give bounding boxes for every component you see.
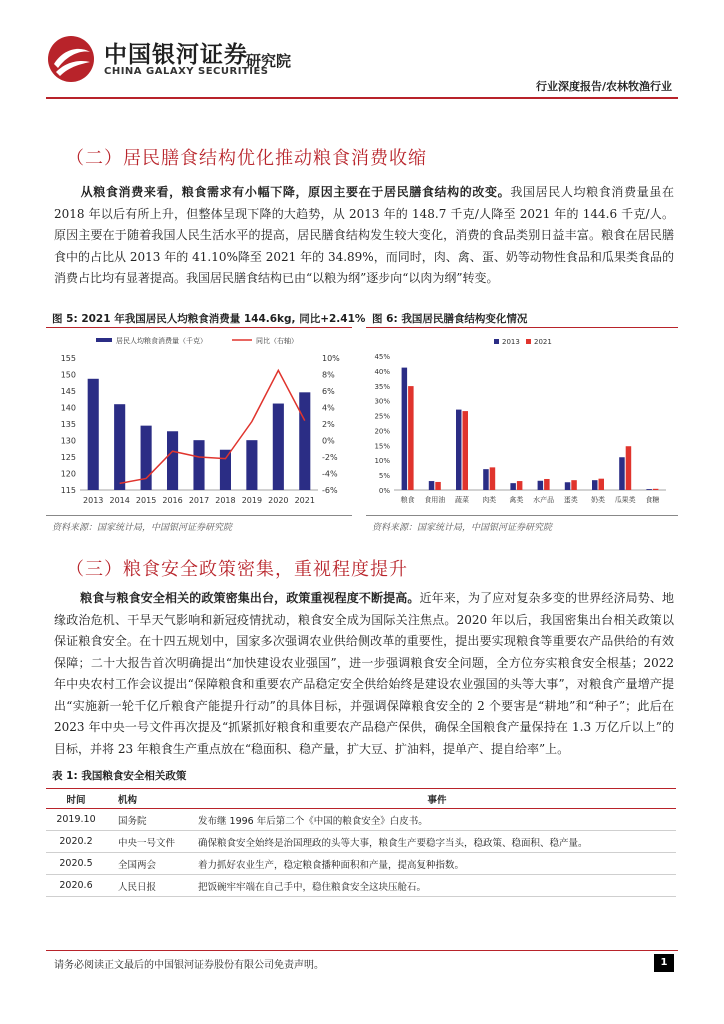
brand-name-en: CHINA GALAXY SECURITIES	[104, 66, 269, 77]
y-right-tick-label: 4%	[322, 403, 335, 413]
legend-swatch	[526, 339, 531, 344]
x-tick-label: 2014	[109, 496, 130, 505]
x-tick-label: 蛋类	[563, 496, 578, 504]
x-tick-label: 2015	[135, 496, 157, 505]
table-header-cell: 事件	[186, 789, 676, 809]
legend-swatch	[96, 338, 112, 342]
bar-2013	[646, 489, 652, 490]
header-divider	[46, 97, 678, 99]
y-right-tick-label: 0%	[322, 436, 335, 446]
figure-5-title: 图 5: 2021 年我国居民人均粮食消费量 144.6kg, 同比+2.41%	[52, 313, 366, 325]
galaxy-logo-icon	[46, 34, 96, 84]
x-tick-label: 蔬菜	[455, 496, 469, 504]
y-right-tick-label: 6%	[322, 387, 335, 396]
figure-5-chart	[46, 330, 352, 514]
x-tick-label: 食糖	[645, 496, 660, 504]
y-right-tick-label: 8%	[322, 370, 335, 380]
bar-2013	[402, 368, 408, 490]
figure-6-source: 资料来源：国家统计局，中国银河证券研究院	[372, 523, 553, 533]
x-tick-label: 2013	[83, 496, 104, 505]
x-tick-label: 水产品	[533, 496, 555, 504]
page-header	[0, 0, 724, 100]
section-title: （二）居民膳食结构优化推动粮食消费收缩	[66, 148, 427, 169]
legend-label: 同比（右轴）	[256, 337, 298, 345]
y-right-tick-label: 2%	[322, 420, 335, 429]
table-row	[46, 853, 676, 875]
y-left-tick-label: 155	[60, 354, 76, 363]
table-cell: 中央一号文件	[106, 831, 186, 853]
section-paragraph	[54, 182, 674, 290]
x-tick-label: 2020	[268, 496, 289, 505]
figure-5-bottom-rule	[46, 515, 352, 516]
bar-2013	[510, 483, 516, 490]
x-tick-label: 奶类	[591, 496, 605, 504]
y-tick-label: 0%	[378, 487, 390, 495]
table-cell: 确保粮食安全始终是治国理政的头等大事，粮食生产要稳字当头，稳政策、稳面积、稳产量。	[186, 831, 676, 853]
y-right-tick-label: 10%	[322, 354, 340, 363]
table-cell: 国务院	[106, 809, 186, 831]
y-tick-label: 40%	[374, 367, 390, 376]
table-row	[46, 809, 676, 831]
y-left-tick-label: 115	[60, 486, 76, 495]
bar	[88, 379, 99, 490]
bar-2021	[517, 481, 523, 490]
y-tick-label: 30%	[374, 397, 390, 406]
y-left-tick-label: 120	[60, 469, 76, 479]
bar	[114, 404, 125, 490]
x-tick-label: 2017	[188, 496, 210, 505]
legend-swatch	[494, 339, 499, 344]
table-cell: 着力抓好农业生产，稳定粮食播种面积和产量，提高复种指数。	[186, 853, 676, 875]
brand-name-cn: 中国银河证券	[104, 42, 248, 68]
y-left-tick-label: 125	[60, 453, 76, 462]
figure-6-bottom-rule	[366, 515, 678, 516]
table-cell: 发布继 1996 年后第二个《中国的粮食安全》白皮书。	[186, 809, 676, 831]
y-tick-label: 25%	[374, 412, 390, 421]
y-tick-label: 15%	[374, 442, 390, 451]
table-cell: 2020.6	[46, 875, 106, 897]
report-tag: 行业深度报告/农林牧渔行业	[535, 80, 672, 93]
x-tick-label: 2018	[215, 496, 236, 505]
paragraph-lead: 粮食与粮食安全相关的政策密集出台，政策重视程度不断提高。	[80, 591, 420, 605]
x-tick-label: 食用油	[424, 496, 446, 504]
table-cell: 人民日报	[106, 875, 186, 897]
bar-2021	[408, 386, 414, 490]
figure-6-title: 图 6: 我国居民膳食结构变化情况	[372, 313, 528, 325]
table-header-cell: 机构	[106, 789, 186, 809]
y-tick-label: 45%	[374, 353, 390, 361]
section-paragraph	[54, 588, 674, 760]
y-tick-label: 5%	[378, 472, 390, 481]
paragraph-body: 我国居民人均粮食消费量虽在 2018 年以后有所上升，但整体呈现下降的大趋势，从 2013 年的 148.7 千克/人降至 2021 年的 144.6 千克/人。原因主要在于随着我国人民生活水平的提高，居民膳食结构发生较大变化，消费的食品类别日益丰富。粮食在居民膳食中的占比从 2013 年的 41.10%降至 2021 年的 34.89%，而同时，肉、禽、蛋、奶等动物性食品和瓜果类食品的消费占比均有显著提高。我国居民膳食结构已由“以粮为纲”逐步向“以肉为纲”转变。	[54, 185, 674, 285]
page-number: 1	[654, 954, 674, 972]
bar-2021	[626, 446, 632, 490]
policy-table	[46, 788, 676, 897]
bar-2021	[653, 489, 659, 490]
footer-disclaimer: 请务必阅读正文最后的中国银河证券股份有限公司免责声明。	[54, 960, 324, 971]
x-tick-label: 2016	[162, 496, 183, 505]
y-tick-label: 35%	[374, 382, 390, 391]
bar	[193, 440, 204, 490]
y-right-tick-label: -2%	[322, 453, 338, 462]
bar-2021	[571, 480, 577, 490]
section-title: （三）粮食安全政策密集，重视程度提升	[66, 559, 408, 580]
legend-label: 居民人均粮食消费量（千克）	[116, 337, 207, 345]
y-left-tick-label: 145	[60, 387, 76, 396]
bar	[167, 431, 178, 490]
bar	[273, 404, 284, 490]
bar-2013	[456, 410, 462, 490]
bar-2013	[592, 480, 598, 490]
table-header-row	[46, 789, 676, 809]
figure-6-chart	[366, 330, 678, 514]
bar-2021	[544, 479, 550, 490]
y-tick-label: 10%	[374, 457, 390, 466]
figure-6-top-rule	[366, 327, 678, 328]
table-header-cell: 时间	[46, 789, 106, 809]
bar-2021	[599, 479, 605, 490]
x-tick-label: 2021	[294, 496, 315, 505]
x-tick-label: 禽类	[509, 496, 524, 504]
bar-2013	[483, 469, 489, 490]
bar-2013	[429, 481, 435, 490]
legend-label: 2021	[534, 338, 552, 346]
table-cell: 全国两会	[106, 853, 186, 875]
y-left-tick-label: 130	[60, 436, 76, 446]
y-left-tick-label: 135	[60, 420, 76, 429]
table-cell: 2020.2	[46, 831, 106, 853]
table-1-title: 表 1: 我国粮食安全相关政策	[52, 770, 187, 782]
bar-2021	[463, 411, 469, 490]
bar-2021	[435, 482, 441, 490]
paragraph-body: 近年来，为了应对复杂多变的世界经济局势、地缘政治危机、干旱天气影响和新冠疫情扰动，粮食安全成为国际关注焦点。2020 年以后，我国密集出台相关政策以保证粮食安全。在十四五规划中，国家多次强调农业供给侧改革的重要性，提出要实现粮食等重要农产品供给的有效保障；二十大报告首次明确提出“加快建设农业强国”，进一步强调粮食安全问题，全方位夯实粮食安全根基；2022 年中央农村工作会议提出“保障粮食和重要农产品稳定安全供给始终是建设农业强国的头等大事”，对粮食产量增产提出“实施新一轮千亿斤粮食产能提升行动”的具体目标，并强调保障粮食安全的 2 个要害是“耕地”和“种子”；此后在 2023 年中央一号文件再次提及“抓紧抓好粮食和重要农产品稳产保供，确保全国粮食产量保持在 1.3 万亿斤以上”的目标，并将 23 年粮食生产重点放在“稳面积、稳产量，扩大豆、扩油料，提单产、提自给率”上。	[54, 591, 674, 756]
bar	[220, 450, 231, 490]
x-tick-label: 肉类	[482, 496, 497, 504]
table-cell: 2020.5	[46, 853, 106, 875]
paragraph-lead: 从粮食消费来看，粮食需求有小幅下降，原因主要在于居民膳食结构的改变。	[80, 185, 511, 199]
legend-label: 2013	[502, 338, 520, 346]
y-left-tick-label: 150	[60, 370, 76, 380]
bar-2013	[538, 481, 544, 490]
table-cell: 2019.10	[46, 809, 106, 831]
institute-label: 研究院	[246, 52, 292, 70]
y-right-tick-label: -6%	[322, 486, 338, 495]
figure-5-top-rule	[46, 327, 352, 328]
bar	[141, 426, 152, 490]
x-tick-label: 粮食	[400, 496, 415, 504]
bar	[299, 392, 310, 490]
footer-divider	[46, 950, 678, 951]
table-row	[46, 875, 676, 897]
bar-2013	[619, 457, 625, 490]
table-row	[46, 831, 676, 853]
bar-2021	[490, 467, 496, 490]
x-tick-label: 瓜果类	[614, 496, 636, 504]
bar-2013	[565, 482, 571, 490]
y-tick-label: 20%	[374, 427, 390, 436]
table-cell: 把饭碗牢牢端在自己手中，稳住粮食安全这块压舱石。	[186, 875, 676, 897]
figure-5-source: 资料来源：国家统计局，中国银河证券研究院	[52, 523, 233, 533]
y-right-tick-label: -4%	[322, 469, 338, 479]
bar	[246, 440, 257, 490]
x-tick-label: 2019	[241, 496, 263, 505]
y-left-tick-label: 140	[60, 403, 76, 413]
